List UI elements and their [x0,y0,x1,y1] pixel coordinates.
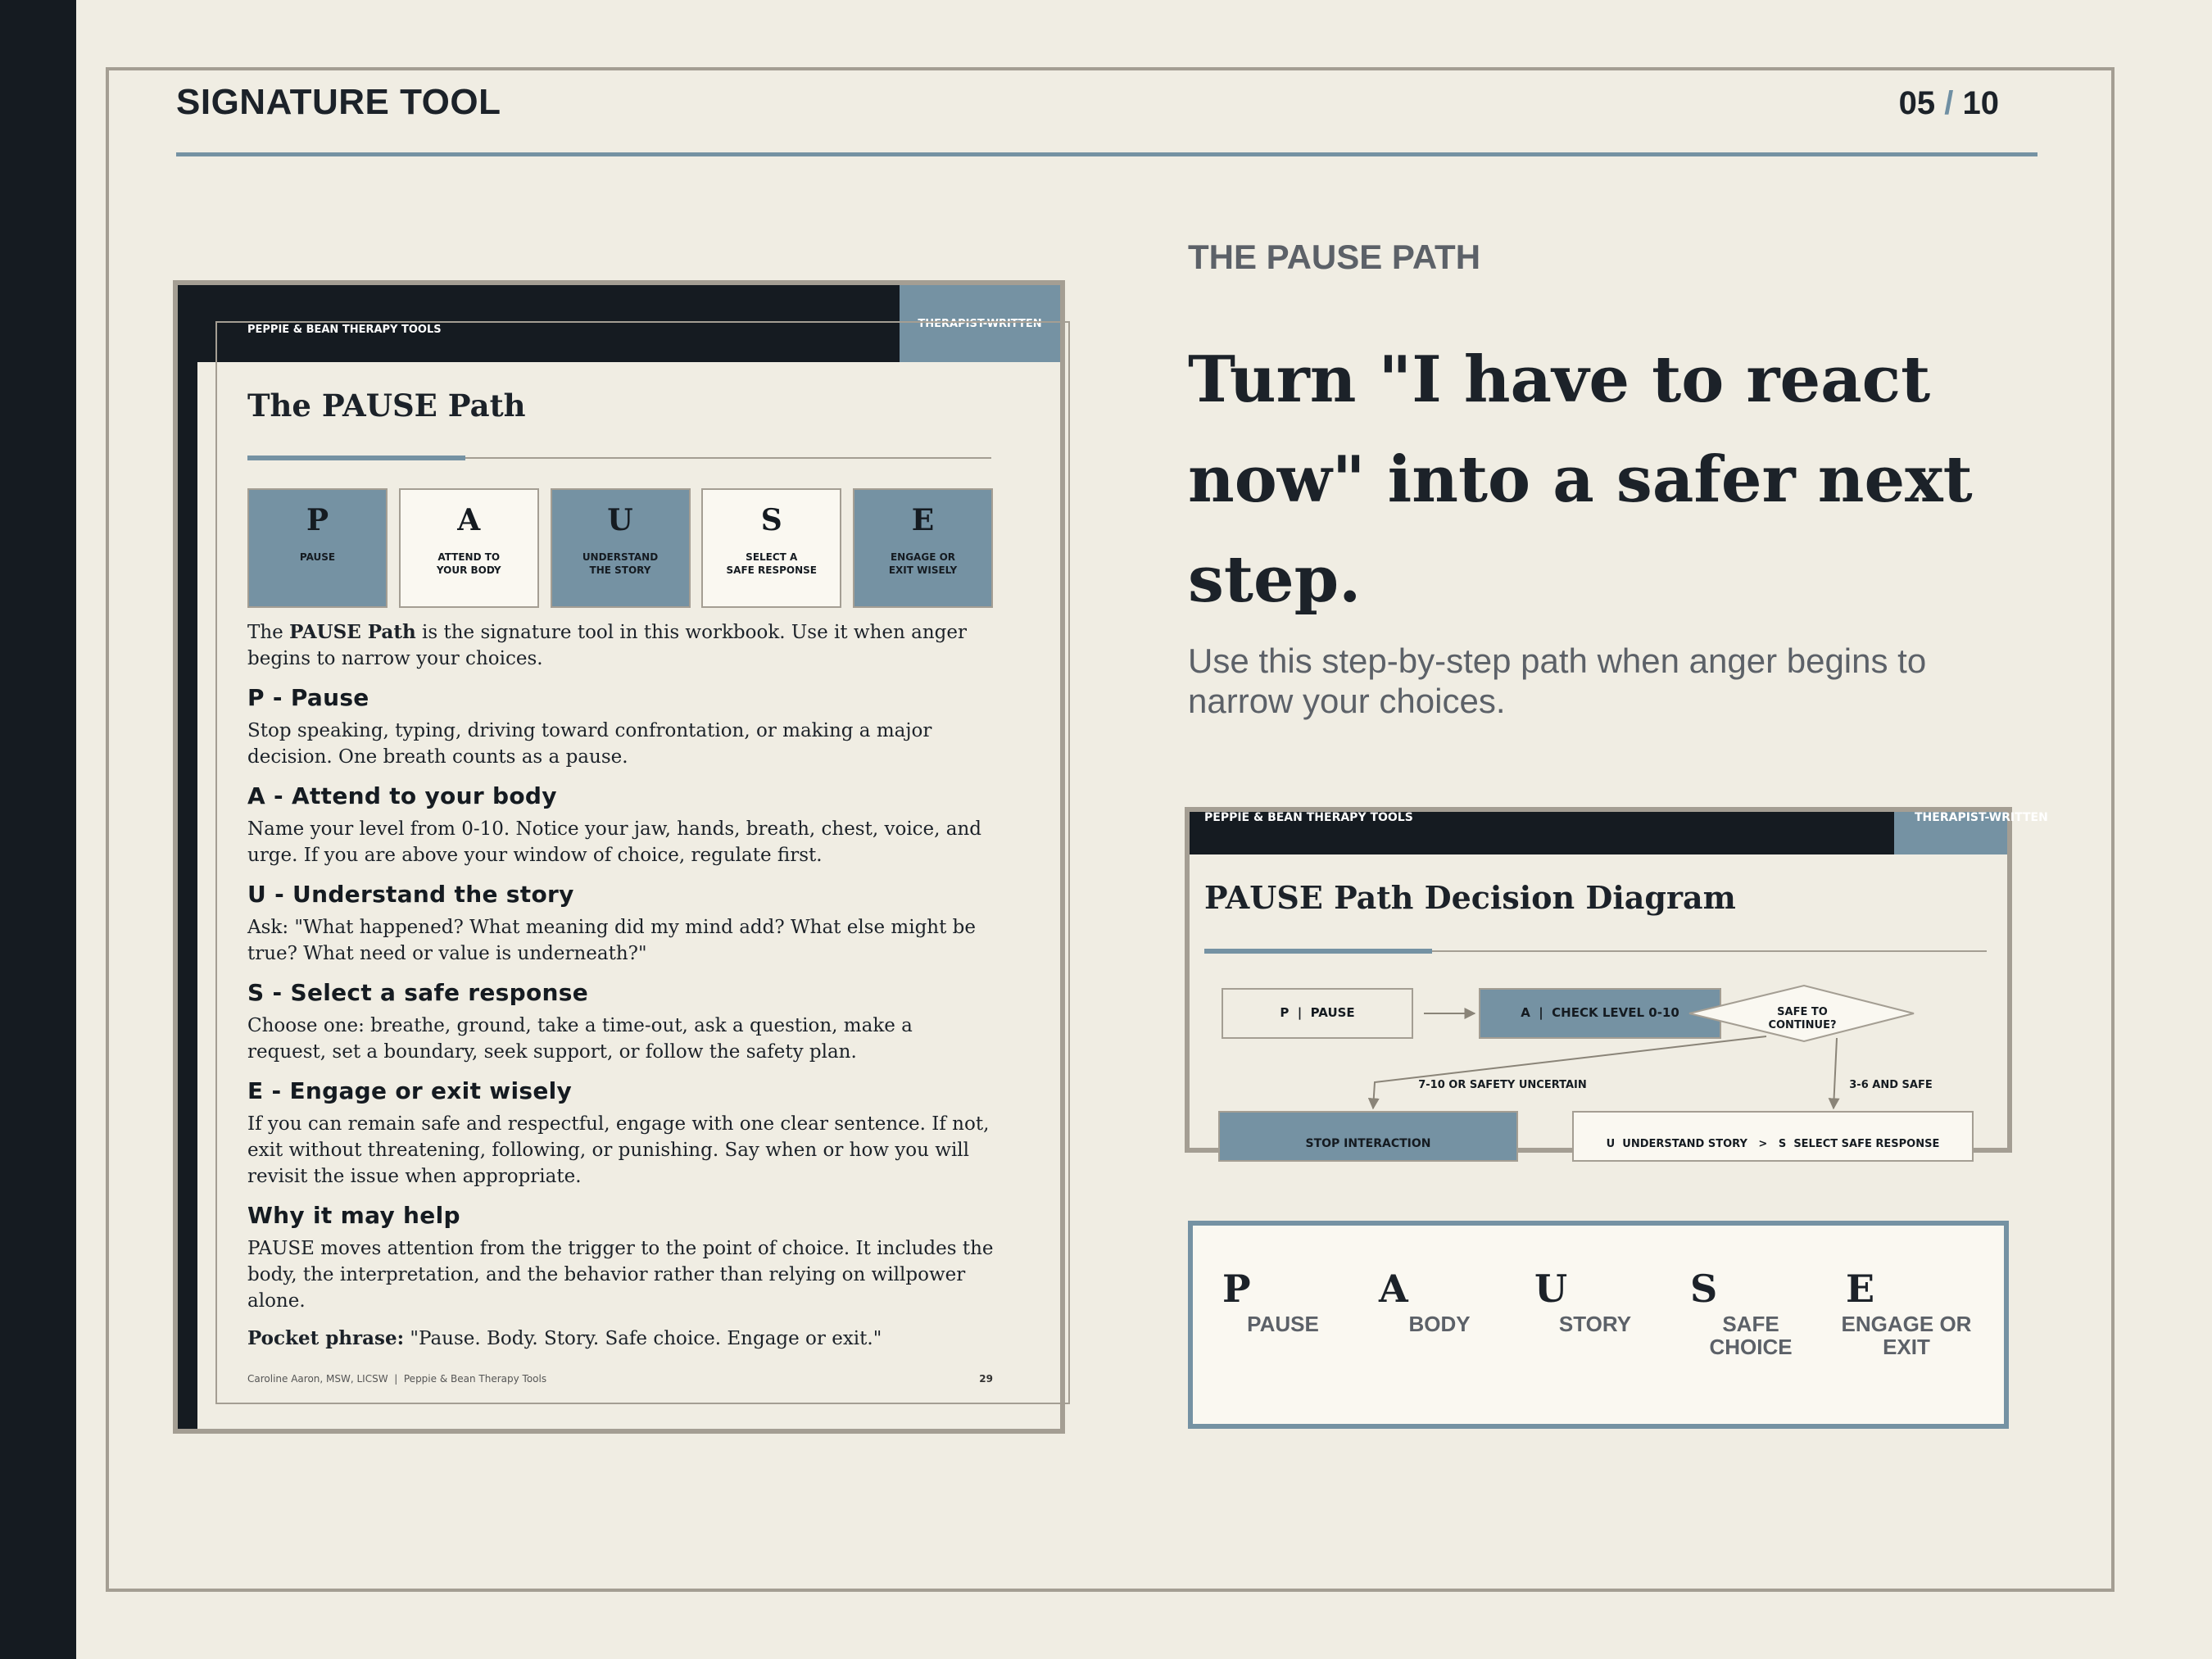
page-tag: THERAPIST-WRITTEN [900,285,1060,362]
intro-pre: The [247,622,290,643]
page-body [247,619,995,1363]
tile-p [247,488,388,608]
tile-s [701,488,841,608]
section-text: Name your level from 0-10. Notice your jaw, hands, breath, chest, voice, and urge. If you are above your window of choice, regulate first. [247,818,982,866]
section-text: Choose one: breathe, ground, take a time-out, ask a question, make a request, set a boundary, seek support, or follow the safety plan. [247,1015,913,1063]
arrow-to-continue [1834,1038,1837,1108]
section-heading: U - Understand the story [247,881,574,908]
pocket-phrase [247,1326,995,1352]
tile-label: SELECT A SAFE RESPONSE [726,551,817,576]
strip-letter: A [1379,1267,1408,1311]
page-spine [178,285,197,1429]
section-text: If you can remain safe and respectful, engage with one clear sentence. If not, exit without threatening, following, or punishing. Say when or how you will revisit the issue when appropriate. [247,1113,990,1187]
footer-credit: Caroline Aaron, MSW, LICSW | Peppie & Bean Therapy Tools [247,1373,547,1385]
strip-letter: E [1846,1267,1875,1311]
branch-right-label: 3-6 AND SAFE [1849,1079,1933,1091]
box-pause-label: P | PAUSE [1280,1005,1355,1020]
box-check-level-label: A | CHECK LEVEL 0-10 [1521,1005,1679,1020]
box-continue [1573,1112,1973,1161]
diagram-brand: PEPPIE & BEAN THERAPY TOOLS [1204,811,1413,824]
strip-letter: S [1690,1267,1718,1311]
tile-letter: P [306,503,329,537]
decision-flow [1190,812,2017,1158]
pause-tiles [247,488,993,608]
branch-left-label: 7-10 OR SAFETY UNCERTAIN [1418,1079,1587,1091]
kicker: THE PAUSE PATH [1188,238,1481,276]
section-text: Stop speaking, typing, driving toward confrontation, or making a major decision. One breath counts as a pause. [247,720,932,768]
page-brand: PEPPIE & BEAN THERAPY TOOLS [247,324,442,336]
tile-label: ENGAGE OR EXIT WISELY [888,551,958,576]
subhead: Use this step-by-step path when anger begins to narrow your choices. [1188,641,1927,720]
section-text: PAUSE moves attention from the trigger to the point of choice. It includes the body, the interpretation, and the behavior rather than relying on willpower alone. [247,1238,994,1312]
slide-counter [1899,85,1999,122]
workbook-page [173,280,1065,1434]
slide-total: 10 [1962,85,1999,121]
strip-letter: P [1222,1267,1251,1311]
section-heading: P - Pause [247,684,369,711]
pause-strip [1188,1221,2009,1429]
footer-page-number: 29 [979,1373,993,1385]
box-continue-label: U UNDERSTAND STORY > S SELECT SAFE RESPONSE [1606,1138,1940,1150]
strip-word: STORY [1558,1312,1632,1336]
left-rail [0,0,76,1659]
tile-letter: S [760,503,782,537]
tile-letter: E [911,503,935,537]
page-title: The PAUSE Path [247,388,526,424]
page-footer [247,1373,993,1385]
slide-current: 05 [1898,85,1936,121]
tile-letter: U [607,503,633,537]
section-heading: E - Engage or exit wisely [247,1077,573,1104]
decision-line-1: SAFE TO [1777,1006,1828,1018]
section-heading: A - Attend to your body [247,782,557,809]
tile-e [853,488,993,608]
pocket-text: "Pause. Body. Story. Safe choice. Engage or exit." [404,1328,882,1349]
slide-label: SIGNATURE TOOL [176,82,501,122]
section-heading: Why it may help [247,1202,460,1229]
tile-label: PAUSE [299,551,336,563]
box-stop-label: STOP INTERACTION [1305,1137,1431,1150]
strip-word: PAUSE [1247,1312,1319,1336]
tile-letter: A [457,503,481,537]
slide-counter-separator: / [1944,85,1954,121]
intro-paragraph [247,619,995,672]
page-rule-accent [247,456,465,460]
decision-line-2: CONTINUE? [1768,1019,1837,1031]
tile-label: UNDERSTAND THE STORY [582,551,659,576]
tile-label: ATTEND TO YOUR BODY [436,551,501,576]
diagram-title: PAUSE Path Decision Diagram [1204,879,1736,916]
strip-letter: U [1534,1267,1568,1311]
intro-post: is the signature tool in this workbook. Use it when anger begins to narrow your choices. [247,622,967,669]
box-stop [1219,1112,1517,1161]
tile-a [399,488,539,608]
decision-diagram-card [1185,807,2048,1153]
section-text: Ask: "What happened? What meaning did my mind add? What else might be true? What need or value is underneath?" [247,917,976,964]
section-heading: S - Select a safe response [247,979,589,1006]
strip-word: SAFE CHOICE [1709,1312,1793,1359]
pocket-label: Pocket phrase: [247,1327,405,1349]
headline: Turn "I have to react now" into a safer next step. [1188,342,1973,617]
diagram-tag: THERAPIST-WRITTEN [1894,812,2007,854]
strip-word: BODY [1408,1312,1471,1336]
arrow-to-stop [1373,1036,1766,1108]
strip-word: ENGAGE OR EXIT [1841,1312,1972,1359]
header-rule [176,152,2037,156]
intro-bold: PAUSE Path [289,621,416,643]
tile-u [551,488,691,608]
